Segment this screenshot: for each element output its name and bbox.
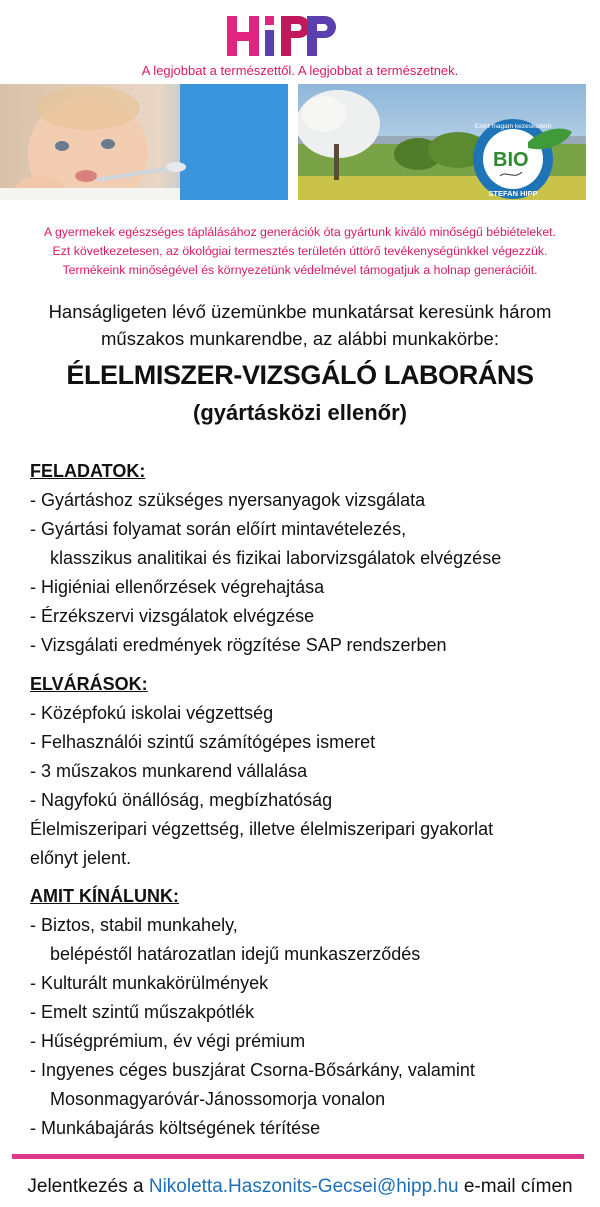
list-item: - Vizsgálati eredmények rögzítése SAP rendszerben <box>30 635 447 655</box>
requirements-note: Élelmiszeripari végzettség, illetve élelmiszeripari gyakorlat <box>30 819 494 839</box>
list-item: - Nagyfokú önállóság, megbízhatóság <box>30 790 333 810</box>
bio-seal <box>468 114 578 200</box>
lead-line: műszakos munkarendbe, az alábbi munkakörbe: <box>101 328 499 349</box>
list-item: - Érzékszervi vizsgálatok elvégzése <box>30 606 315 626</box>
job-subtitle: (gyártásközi ellenőr) <box>193 400 407 425</box>
landscape-photo <box>298 84 586 200</box>
list-item: - Gyártási folyamat során előírt mintavételezés, <box>30 519 407 539</box>
tasks-heading: FELADATOK: <box>30 461 146 481</box>
list-item: - Felhasználói szintű számítógépes ismeret <box>30 732 376 752</box>
lead-text <box>0 298 600 352</box>
list-item: - Gyártáshoz szükséges nyersanyagok vizsgálata <box>30 490 426 510</box>
job-title: ÉLELMISZER-VIZSGÁLÓ LABORÁNS <box>66 360 534 390</box>
intro-line: Termékeink minőségével és környezetünk védelmével támogatjuk a holnap generációit. <box>62 263 538 277</box>
requirements-note: előnyt jelent. <box>30 848 132 868</box>
tasks-section <box>30 457 590 660</box>
footer-contact <box>0 1176 600 1198</box>
intro-line: Ezt következetesen, az ökológiai termesztés területén úttörő tevékenységünkkel végezzük. <box>52 244 548 258</box>
list-item: - Munkábajárás költségének térítése <box>30 1118 321 1138</box>
list-item: - Kulturált munkakörülmények <box>30 973 269 993</box>
footer-prefix: Jelentkezés a <box>27 1176 144 1197</box>
hipp-logo-mark <box>225 10 375 60</box>
requirements-heading: ELVÁRÁSOK: <box>30 674 148 694</box>
list-item: - 3 műszakos munkarend vállalása <box>30 761 308 781</box>
divider <box>12 1154 584 1159</box>
list-item: - Emelt szintű műszakpótlék <box>30 1002 255 1022</box>
offer-heading: AMIT KÍNÁLUNK: <box>30 886 179 906</box>
hipp-logo <box>0 10 600 60</box>
bio-seal-top-text: Ezért magam kezeskedem <box>474 123 552 130</box>
list-item: - Hűségprémium, év végi prémium <box>30 1031 306 1051</box>
requirements-section <box>30 670 590 873</box>
list-item: - Ingyenes céges buszjárat Csorna-Bősárkány, valamint <box>30 1060 475 1080</box>
baby-photo <box>0 84 288 200</box>
intro-line: A gyermekek egészséges táplálásához generációk óta gyártunk kiváló minőségű bébiételeket. <box>44 225 556 239</box>
bio-seal-bottom-text: STEFAN HIPP <box>488 189 538 198</box>
list-item: klasszikus analitikai és fizikai laborvizsgálatok elvégzése <box>50 548 502 568</box>
footer-suffix: e-mail címen <box>463 1176 573 1197</box>
tagline: A legjobbat a természettől. A legjobbat a természetnek. <box>141 63 459 78</box>
list-item: - Középfokú iskolai végzettség <box>30 703 274 723</box>
list-item: Mosonmagyaróvár-Jánossomorja vonalon <box>50 1089 386 1109</box>
list-item: - Higiéniai ellenőrzések végrehajtása <box>30 577 325 597</box>
offer-section <box>30 882 590 1143</box>
list-item: - Biztos, stabil munkahely, <box>30 915 238 935</box>
intro-text <box>0 223 600 280</box>
email-link[interactable]: Nikoletta.Haszonits-Gecsei@hipp.hu <box>148 1176 459 1197</box>
bio-seal-center-text: BIO <box>493 149 529 171</box>
list-item: belépéstől határozatlan idejű munkaszerződés <box>50 944 421 964</box>
lead-line: Hanságligeten lévő üzemünkbe munkatársat keresünk három <box>48 301 552 322</box>
